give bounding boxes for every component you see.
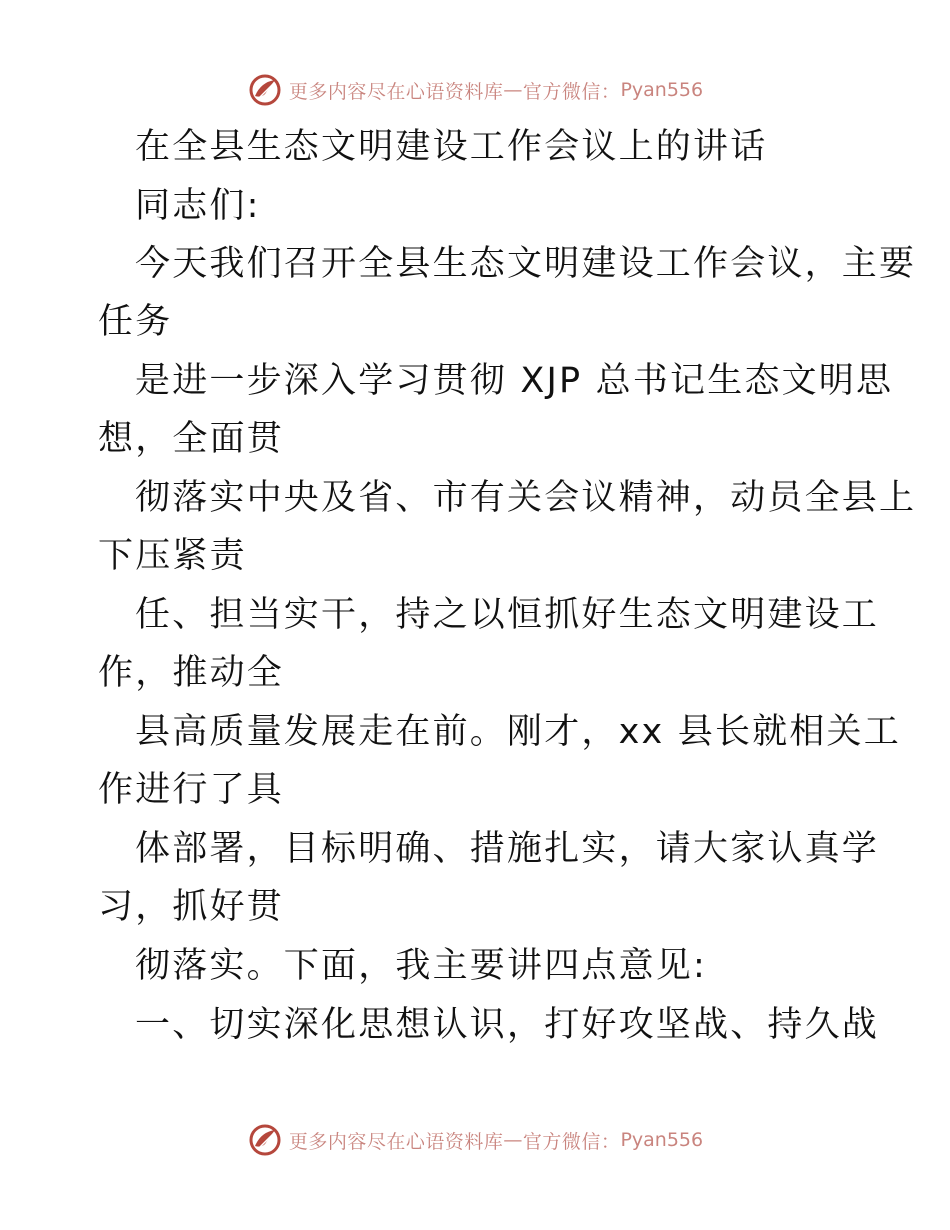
document-title: 在全县生态文明建设工作会议上的讲话 <box>135 127 768 167</box>
text-line: 习，抓好贯 <box>98 887 285 927</box>
watermark-brand-text: 更多内容尽在心语资料库 <box>288 80 504 103</box>
brand-logo-icon <box>247 1122 283 1158</box>
footer-watermark <box>0 1120 950 1160</box>
text-line: 彻落实中央及省、市有关会议精神，动员全县上 <box>135 478 917 518</box>
header-watermark <box>0 70 950 110</box>
text-line: 任、担当实干，持之以恒抓好生态文明建设工 <box>135 595 880 635</box>
text-line: 作进行了具 <box>98 770 285 810</box>
watermark-official-label: 官方微信： <box>522 1130 621 1153</box>
text-line: 体部署，目标明确、措施扎实，请大家认真学 <box>135 829 880 869</box>
watermark-wechat-id: Pyan556 <box>620 79 704 101</box>
brand-logo-icon <box>247 72 283 108</box>
text-line: 彻落实。下面，我主要讲四点意见: <box>135 946 707 986</box>
watermark-official-label: 官方微信： <box>522 80 621 103</box>
section-heading: 一、切实深化思想认识，打好攻坚战、持久战 <box>135 1005 880 1045</box>
watermark-separator: — <box>503 1129 523 1151</box>
text-line: 任务 <box>98 302 173 342</box>
text-line: 想，全面贯 <box>98 419 285 459</box>
text-line: 是进一步深入学习贯彻 XJP 总书记生态文明思 <box>135 361 894 401</box>
watermark-brand-text: 更多内容尽在心语资料库 <box>288 1130 504 1153</box>
text-line: 县高质量发展走在前。刚才，xx 县长就相关工 <box>135 712 901 752</box>
text-line: 作，推动全 <box>98 653 285 693</box>
text-line: 下压紧责 <box>98 536 247 576</box>
watermark-separator: — <box>503 79 523 101</box>
watermark-wechat-id: Pyan556 <box>620 1129 704 1151</box>
text-line: 同志们: <box>135 186 261 226</box>
text-line: 今天我们召开全县生态文明建设工作会议，主要 <box>135 244 917 284</box>
